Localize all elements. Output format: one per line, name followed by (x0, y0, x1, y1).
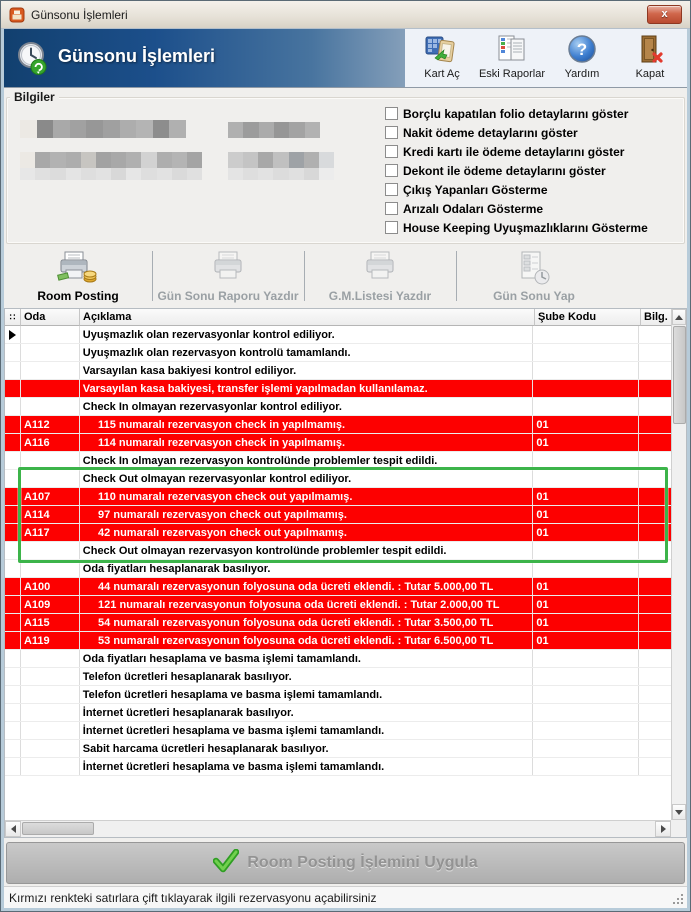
row-selector (5, 488, 21, 505)
cell-aciklama: Varsayılan kasa bakiyesi, transfer işlemi yapılmadan kullanılamaz. (80, 380, 534, 397)
cell-bilg (639, 452, 671, 469)
action-button-label: Room Posting (37, 289, 119, 303)
checkbox-kredi-karti-ile-odeme-detaylarini-goster[interactable] (385, 145, 648, 158)
table-row[interactable] (5, 380, 671, 398)
table-row[interactable] (5, 344, 671, 362)
cell-oda: A112 (21, 416, 80, 433)
cell-sube-kodu (533, 560, 639, 577)
checkbox-cikis-yapanlari-gosterme[interactable] (385, 183, 648, 196)
horizontal-scroll-thumb[interactable] (22, 822, 94, 835)
cell-sube-kodu (533, 362, 639, 379)
cell-bilg (639, 722, 671, 739)
room-posting-icon (57, 249, 99, 289)
table-row[interactable] (5, 434, 671, 452)
cell-sube-kodu (533, 452, 639, 469)
row-selector (5, 524, 21, 541)
cell-sube-kodu (533, 344, 639, 361)
cell-aciklama: Check Out olmayan rezervasyon kontrolünde problemler tespit edildi. (80, 542, 534, 559)
cell-sube-kodu: 01 (533, 506, 639, 523)
row-selector (5, 506, 21, 523)
row-selector (5, 380, 21, 397)
window-title: Günsonu İşlemleri (31, 7, 128, 22)
header-button-kapat[interactable] (619, 29, 681, 87)
row-selector (5, 434, 21, 451)
cell-aciklama: 53 numaralı rezervasyonun folyosuna oda ücreti eklendi. : Tutar 6.500,00 TL (80, 632, 534, 649)
cell-aciklama: 114 numaralı rezervasyon check in yapılmamış. (80, 434, 534, 451)
checkbox-dekont-ile-odeme-detaylarini-goster[interactable] (385, 164, 648, 177)
cell-aciklama: Uyuşmazlık olan rezervasyonlar kontrol ediliyor. (80, 326, 534, 343)
cell-aciklama: 54 numaralı rezervasyonun folyosuna oda ücreti eklendi. : Tutar 3.500,00 TL (80, 614, 534, 631)
cell-aciklama: Check Out olmayan rezervasyonlar kontrol ediliyor. (80, 470, 534, 487)
cell-bilg (639, 578, 671, 595)
table-row[interactable] (5, 632, 671, 650)
cell-aciklama: 115 numaralı rezervasyon check in yapılmamış. (80, 416, 534, 433)
checkbox-house-keeping-uyusmazliklarini-gosterme[interactable] (385, 221, 648, 234)
help-icon (565, 32, 599, 68)
old-reports-icon (495, 32, 529, 68)
checkbox-label: Borçlu kapatılan folio detaylarını göster (403, 106, 629, 121)
cell-bilg (639, 650, 671, 667)
cell-sube-kodu (533, 398, 639, 415)
scrollbar-corner (671, 820, 686, 837)
cell-aciklama: Uyuşmazlık olan rezervasyon kontrolü tamamlandı. (80, 344, 534, 361)
table-body (5, 326, 671, 776)
apply-room-posting-button[interactable] (6, 842, 685, 884)
cell-aciklama: İnternet ücretleri hesaplanarak basılıyor. (80, 704, 534, 721)
table-row[interactable] (5, 398, 671, 416)
cell-oda (21, 668, 80, 685)
scroll-down-button[interactable] (672, 804, 686, 820)
cell-oda (21, 650, 80, 667)
cell-sube-kodu: 01 (533, 614, 639, 631)
cell-oda (21, 740, 80, 757)
checkbox-label: Kredi kartı ile ödeme detaylarını göster (403, 144, 625, 159)
cell-aciklama: Check In olmayan rezervasyon kontrolünde problemler tespit edildi. (80, 452, 534, 469)
header-button-label: Eski Raporlar (478, 68, 545, 80)
vertical-scrollbar[interactable] (671, 309, 686, 820)
cell-oda (21, 380, 80, 397)
cell-oda (21, 560, 80, 577)
row-selector (5, 650, 21, 667)
header-button-eski-raporlar[interactable] (479, 29, 545, 87)
row-selector (5, 470, 21, 487)
cell-bilg (639, 632, 671, 649)
close-button[interactable] (647, 5, 682, 24)
cell-oda (21, 542, 80, 559)
cell-aciklama: Telefon ücretleri hesaplanarak basılıyor. (80, 668, 534, 685)
cell-oda (21, 362, 80, 379)
cell-sube-kodu: 01 (533, 578, 639, 595)
cell-bilg (639, 326, 671, 343)
printer-icon (360, 249, 400, 289)
cell-aciklama: 97 numaralı rezervasyon check out yapılmamış. (80, 506, 534, 523)
arrow-down-icon (675, 810, 683, 815)
cell-sube-kodu (533, 668, 639, 685)
page-title: Günsonu İşlemleri (58, 46, 216, 66)
checkbox-box[interactable] (385, 202, 398, 215)
cell-aciklama: Sabit harcama ücretleri hesaplanarak basılıyor. (80, 740, 534, 757)
cell-sube-kodu (533, 650, 639, 667)
arrow-up-icon (675, 315, 683, 320)
checkbox-arizali-odalari-gosterme[interactable] (385, 202, 648, 215)
cell-oda: A114 (21, 506, 80, 523)
action-toolbar (4, 246, 687, 307)
cell-oda (21, 470, 80, 487)
cell-sube-kodu (533, 758, 639, 775)
cell-bilg (639, 344, 671, 361)
table-row[interactable] (5, 578, 671, 596)
cell-sube-kodu (533, 542, 639, 559)
cell-oda: A116 (21, 434, 80, 451)
cell-sube-kodu (533, 380, 639, 397)
cell-aciklama: Oda fiyatları hesaplama ve basma işlemi tamamlandı. (80, 650, 534, 667)
column-header-oda[interactable]: Oda (21, 309, 80, 326)
cell-bilg (639, 362, 671, 379)
cell-bilg (639, 704, 671, 721)
checkbox-label: Dekont ile ödeme detaylarını göster (403, 163, 606, 178)
table-row[interactable] (5, 542, 671, 560)
cell-bilg (639, 434, 671, 451)
redacted-block (20, 120, 186, 138)
header-button-kart-ac[interactable] (411, 29, 473, 87)
table-row[interactable] (5, 326, 671, 344)
cell-aciklama: Varsayılan kasa bakiyesi kontrol ediliyor. (80, 362, 534, 379)
toolbar-separator (456, 251, 457, 301)
cell-oda (21, 452, 80, 469)
table-row[interactable] (5, 650, 671, 668)
cell-sube-kodu: 01 (533, 488, 639, 505)
arrow-right-icon (661, 825, 666, 833)
checkbox-box[interactable] (385, 145, 398, 158)
scroll-right-button[interactable] (655, 821, 671, 837)
row-selector (5, 416, 21, 433)
cell-oda (21, 758, 80, 775)
redacted-block (228, 122, 320, 138)
table-row[interactable] (5, 704, 671, 722)
column-header-sube-kodu[interactable]: Şube Kodu (535, 309, 641, 326)
titlebar[interactable] (1, 1, 690, 29)
row-selector (5, 326, 21, 343)
cell-sube-kodu: 01 (533, 632, 639, 649)
checkbox-label: Nakit ödeme detaylarını göster (403, 125, 578, 140)
cell-aciklama: 42 numaralı rezervasyon check out yapılmamış. (80, 524, 534, 541)
card-open-icon (425, 32, 459, 68)
clock-refresh-icon (16, 41, 50, 82)
checkbox-box[interactable] (385, 126, 398, 139)
vertical-scroll-thumb[interactable] (673, 326, 686, 424)
table-row[interactable] (5, 524, 671, 542)
table-row[interactable] (5, 452, 671, 470)
current-row-arrow-icon (9, 330, 16, 340)
toolbar-separator (304, 251, 305, 301)
svg-text:?: ? (576, 40, 588, 59)
checkbox-box[interactable] (385, 164, 398, 177)
cell-sube-kodu (533, 686, 639, 703)
cell-oda: A119 (21, 632, 80, 649)
row-selector (5, 704, 21, 721)
header-button-yardim[interactable] (551, 29, 613, 87)
status-text: Kırmızı renkteki satırlara çift tıklayarak ilgili rezervasyonu açabilirsiniz (9, 890, 377, 905)
cell-sube-kodu (533, 704, 639, 721)
cell-oda (21, 398, 80, 415)
apply-button-label: Room Posting İşlemini Uygula (247, 854, 478, 871)
checkbox-label: Arızalı Odaları Gösterme (403, 201, 544, 216)
bilgiler-label: Bilgiler (10, 90, 59, 104)
row-selector (5, 740, 21, 757)
checkbox-box[interactable] (385, 107, 398, 120)
table-row[interactable] (5, 560, 671, 578)
row-selector (5, 452, 21, 469)
row-selector (5, 560, 21, 577)
row-selector (5, 614, 21, 631)
checkbox-box[interactable] (385, 183, 398, 196)
row-selector (5, 578, 21, 595)
cell-oda (21, 344, 80, 361)
cell-sube-kodu (533, 326, 639, 343)
app-icon (9, 7, 25, 23)
cell-bilg (639, 398, 671, 415)
checkbox-label: House Keeping Uyuşmazlıklarını Gösterme (403, 220, 648, 235)
header-button-label: Yardım (564, 68, 600, 80)
cell-bilg (639, 668, 671, 685)
row-selector (5, 632, 21, 649)
arrow-left-icon (11, 825, 16, 833)
cell-oda: A100 (21, 578, 80, 595)
row-selector-header: ∷ (5, 309, 21, 326)
cell-sube-kodu (533, 470, 639, 487)
cell-bilg (639, 740, 671, 757)
table-row[interactable] (5, 722, 671, 740)
checkbox-borclu-kapatilan-folio-detaylarini-goster[interactable] (385, 107, 648, 120)
option-checkbox-list (385, 107, 648, 234)
cell-aciklama: Telefon ücretleri hesaplama ve basma işlemi tamamlandı. (80, 686, 534, 703)
column-header-bilg[interactable]: Bilg. (641, 309, 673, 326)
cell-oda (21, 326, 80, 343)
table-header (5, 309, 673, 326)
cell-aciklama: 44 numaralı rezervasyonun folyosuna oda ücreti eklendi. : Tutar 5.000,00 TL (80, 578, 534, 595)
table-row[interactable] (5, 470, 671, 488)
action-button-gun-sonu-yap[interactable] (456, 246, 612, 307)
row-selector (5, 668, 21, 685)
row-selector (5, 398, 21, 415)
row-selector (5, 758, 21, 775)
cell-aciklama: Oda fiyatları hesaplanarak basılıyor. (80, 560, 534, 577)
status-bar (4, 886, 687, 908)
resize-grip[interactable] (681, 902, 683, 904)
column-header-aciklama[interactable]: Açıklama (80, 309, 535, 326)
table-row[interactable] (5, 758, 671, 776)
cell-aciklama: İnternet ücretleri hesaplama ve basma işlemi tamamlandı. (80, 758, 534, 775)
cell-oda: A109 (21, 596, 80, 613)
cell-oda: A107 (21, 488, 80, 505)
cell-bilg (639, 542, 671, 559)
action-button-label: G.M.Listesi Yazdır (328, 289, 432, 303)
printer-icon (208, 249, 248, 289)
table-row[interactable] (5, 362, 671, 380)
checkbox-box[interactable] (385, 221, 398, 234)
log-table (4, 308, 687, 838)
scroll-left-button[interactable] (5, 821, 21, 837)
action-button-g-m-listesi-yazdir[interactable] (304, 246, 456, 307)
cell-bilg (639, 488, 671, 505)
cell-sube-kodu: 01 (533, 416, 639, 433)
header (4, 29, 687, 88)
toolbar-separator (152, 251, 153, 301)
table-row[interactable] (5, 740, 671, 758)
cell-sube-kodu: 01 (533, 524, 639, 541)
checkbox-nakit-odeme-detaylarini-goster[interactable] (385, 126, 648, 139)
row-selector (5, 362, 21, 379)
cell-sube-kodu (533, 722, 639, 739)
action-button-label: Gün Sonu Raporu Yazdır (157, 289, 299, 303)
table-row[interactable] (5, 596, 671, 614)
table-row[interactable] (5, 488, 671, 506)
cell-oda (21, 722, 80, 739)
checkbox-label: Çıkış Yapanları Gösterme (403, 182, 548, 197)
table-row[interactable] (5, 686, 671, 704)
cell-oda (21, 686, 80, 703)
row-selector (5, 542, 21, 559)
header-button-label: Kapat (635, 68, 665, 80)
scroll-up-button[interactable] (672, 309, 686, 325)
redacted-block (228, 152, 334, 180)
cell-bilg (639, 614, 671, 631)
cell-sube-kodu: 01 (533, 434, 639, 451)
cell-aciklama: 110 numaralı rezervasyon check out yapılmamış. (80, 488, 534, 505)
cell-bilg (639, 380, 671, 397)
cell-aciklama: İnternet ücretleri hesaplama ve basma işlemi tamamlandı. (80, 722, 534, 739)
close-door-icon (633, 32, 667, 68)
cell-sube-kodu: 01 (533, 596, 639, 613)
close-icon: x (661, 8, 668, 20)
cell-bilg (639, 686, 671, 703)
cell-oda (21, 704, 80, 721)
day-end-list-icon (514, 249, 554, 289)
cell-bilg (639, 596, 671, 613)
cell-bilg (639, 416, 671, 433)
table-row[interactable] (5, 416, 671, 434)
action-button-room-posting[interactable] (4, 246, 152, 307)
cell-sube-kodu (533, 740, 639, 757)
cell-bilg (639, 560, 671, 577)
cell-aciklama: Check In olmayan rezervasyonlar kontrol ediliyor. (80, 398, 534, 415)
cell-bilg (639, 506, 671, 523)
row-selector (5, 596, 21, 613)
table-row[interactable] (5, 668, 671, 686)
table-row[interactable] (5, 614, 671, 632)
row-selector (5, 722, 21, 739)
table-row[interactable] (5, 506, 671, 524)
redacted-block (20, 152, 202, 180)
row-selector (5, 686, 21, 703)
header-toolbar (405, 29, 687, 87)
cell-oda: A117 (21, 524, 80, 541)
cell-oda: A115 (21, 614, 80, 631)
check-icon (213, 849, 239, 878)
cell-bilg (639, 758, 671, 775)
cell-bilg (639, 524, 671, 541)
horizontal-scrollbar[interactable] (5, 820, 671, 837)
header-button-label: Kart Aç (424, 68, 460, 80)
action-button-gun-sonu-raporu-yazdir[interactable] (152, 246, 304, 307)
action-button-label: Gün Sonu Yap (493, 289, 575, 303)
row-selector (5, 344, 21, 361)
cell-bilg (639, 470, 671, 487)
cell-aciklama: 121 numaralı rezervasyonun folyosuna oda ücreti eklendi. : Tutar 2.000,00 TL (80, 596, 534, 613)
